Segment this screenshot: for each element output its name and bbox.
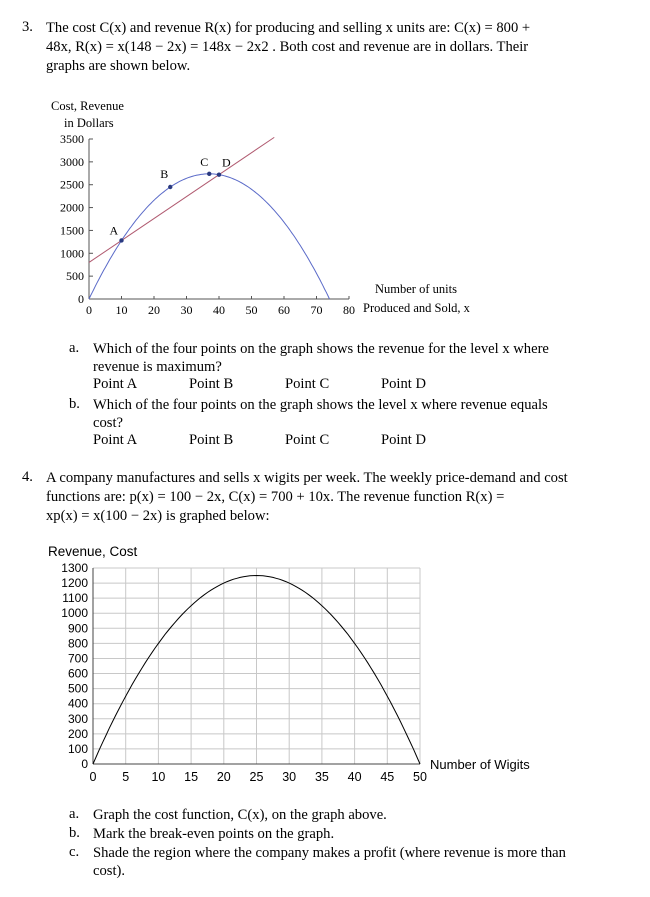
chart2-x-tick-label: 0 xyxy=(89,770,97,784)
chart-cost-revenue xyxy=(0,90,650,325)
chart2-x-tick-label: 10 xyxy=(151,770,166,784)
q3b-option-b: Point B xyxy=(189,432,234,448)
chart2-x-tick-label: 45 xyxy=(380,770,395,784)
chart2-x-tick-label: 50 xyxy=(413,770,427,784)
chart1-point-b xyxy=(168,185,172,189)
q3b-option-c: Point C xyxy=(285,432,330,448)
chart1-cost-line xyxy=(89,137,274,262)
chart2-x-tick-label: 15 xyxy=(184,770,199,784)
q3b-option-a: Point A xyxy=(93,432,138,448)
chart2-y-tick-label: 1100 xyxy=(62,591,88,606)
chart1-ylabel-1: Cost, Revenue xyxy=(51,99,124,113)
chart2-y-tick-label: 600 xyxy=(67,666,88,681)
q4c-text-line-2: cost). xyxy=(93,863,126,879)
q4a-text: Graph the cost function, C(x), on the graph above. xyxy=(93,807,387,823)
q4-text-line-1: A company manufactures and sells x wigits per week. The weekly price-demand and cost xyxy=(46,470,568,486)
q3a-option-d: Point D xyxy=(381,376,427,392)
chart2-x-tick-label: 35 xyxy=(314,770,329,784)
chart1-x-tick-label: 20 xyxy=(148,303,160,317)
q4-number: 4. xyxy=(22,469,33,485)
q3b-letter: b. xyxy=(69,396,80,412)
chart2-y-tick-label: 800 xyxy=(67,636,88,651)
chart2-y-tick-label: 1200 xyxy=(61,576,88,591)
chart2-y-tick-label: 1300 xyxy=(61,561,88,575)
chart1-x-tick-label: 80 xyxy=(343,303,355,317)
q4b-letter: b. xyxy=(69,825,80,841)
chart1-x-tick-label: 30 xyxy=(180,303,193,317)
chart1-point-c xyxy=(207,172,211,176)
chart1-ylabel-2: in Dollars xyxy=(64,116,114,130)
chart2-ylabel: Revenue, Cost xyxy=(48,544,138,559)
chart2-y-tick-label: 200 xyxy=(67,726,88,741)
q3b-option-d: Point D xyxy=(381,432,427,448)
chart2-y-tick-label: 700 xyxy=(67,651,88,666)
chart1-x-tick-label: 40 xyxy=(213,303,225,317)
chart2-x-tick-label: 25 xyxy=(249,770,264,784)
chart2-y-tick-label: 500 xyxy=(67,681,88,696)
chart2-y-tick-label: 100 xyxy=(67,741,88,756)
q3b-line-1: Which of the four points on the graph shows the level x where revenue equals xyxy=(93,397,548,413)
chart1-y-tick-label: 0 xyxy=(78,292,84,306)
chart1-y-tick-label: 500 xyxy=(66,269,84,284)
q3b-line-2: cost? xyxy=(93,415,123,431)
chart2-x-tick-label: 20 xyxy=(216,770,231,784)
q3-text-line-1: The cost C(x) and revenue R(x) for producing and selling x units are: C(x) = 800 + xyxy=(46,20,531,36)
chart1-x-tick-label: 10 xyxy=(115,303,128,317)
chart1-y-tick-label: 2500 xyxy=(60,177,84,192)
chart1-point-label-a: A xyxy=(109,223,119,238)
chart1-y-tick-label: 3000 xyxy=(60,154,84,169)
chart1-point-d xyxy=(217,172,221,176)
q3-text-line-2: 48x, R(x) = x(148 − 2x) = 148x − 2x2 . Both cost and revenue are in dollars. Their xyxy=(46,39,529,55)
q4-text-line-2: functions are: p(x) = 100 − 2x, C(x) = 700 + 10x. The revenue function R(x) = xyxy=(46,489,505,505)
chart1-y-tick-label: 1000 xyxy=(60,246,84,261)
q3a-line-2: revenue is maximum? xyxy=(93,359,222,375)
chart2-y-tick-label: 0 xyxy=(81,757,88,771)
chart2-y-tick-label: 900 xyxy=(67,621,88,636)
q4c-letter: c. xyxy=(69,844,80,860)
q4b-text: Mark the break-even points on the graph. xyxy=(93,826,335,842)
chart1-x-tick-label: 60 xyxy=(278,303,290,317)
chart1-x-tick-label: 70 xyxy=(310,303,323,317)
q4-text-line-3: xp(x) = x(100 − 2x) is graphed below: xyxy=(46,508,270,524)
q3a-option-b: Point B xyxy=(189,376,234,392)
chart2-x-tick-label: 40 xyxy=(347,770,362,784)
q3a-line-1: Which of the four points on the graph shows the revenue for the level x where xyxy=(93,341,549,357)
chart1-point-a xyxy=(119,238,123,242)
q3a-letter: a. xyxy=(69,340,80,356)
q4a-letter: a. xyxy=(69,806,80,822)
chart1-y-tick-label: 2000 xyxy=(60,200,84,215)
chart1-x-tick-label: 50 xyxy=(245,303,258,317)
chart2-xcaption: Number of Wigits xyxy=(430,757,530,772)
chart1-point-label-b: B xyxy=(160,167,169,181)
chart1-point-label-d: D xyxy=(222,155,231,170)
chart1-y-tick-label: 3500 xyxy=(60,132,84,146)
q4c-text-line-1: Shade the region where the company makes a profit (where revenue is more than xyxy=(93,845,566,861)
chart1-xcaption-2: Produced and Sold, x xyxy=(363,301,470,315)
q3a-option-a: Point A xyxy=(93,376,138,392)
chart2-y-tick-label: 400 xyxy=(67,696,88,711)
chart2-y-tick-label: 1000 xyxy=(61,606,88,621)
chart2-x-tick-label: 5 xyxy=(122,770,130,784)
chart1-xcaption-1: Number of units xyxy=(375,282,457,296)
chart-wigits-revenue xyxy=(0,540,650,790)
q3-text-line-3: graphs are shown below. xyxy=(46,58,191,74)
chart1-x-tick-label: 0 xyxy=(86,303,92,317)
q3a-option-c: Point C xyxy=(285,376,330,392)
chart1-point-label-c: C xyxy=(200,154,209,169)
chart1-y-tick-label: 1500 xyxy=(60,223,84,238)
chart2-y-tick-label: 300 xyxy=(67,711,88,726)
q3-number: 3. xyxy=(22,19,33,35)
chart1-revenue-curve xyxy=(89,174,330,299)
chart2-x-tick-label: 30 xyxy=(282,770,297,784)
